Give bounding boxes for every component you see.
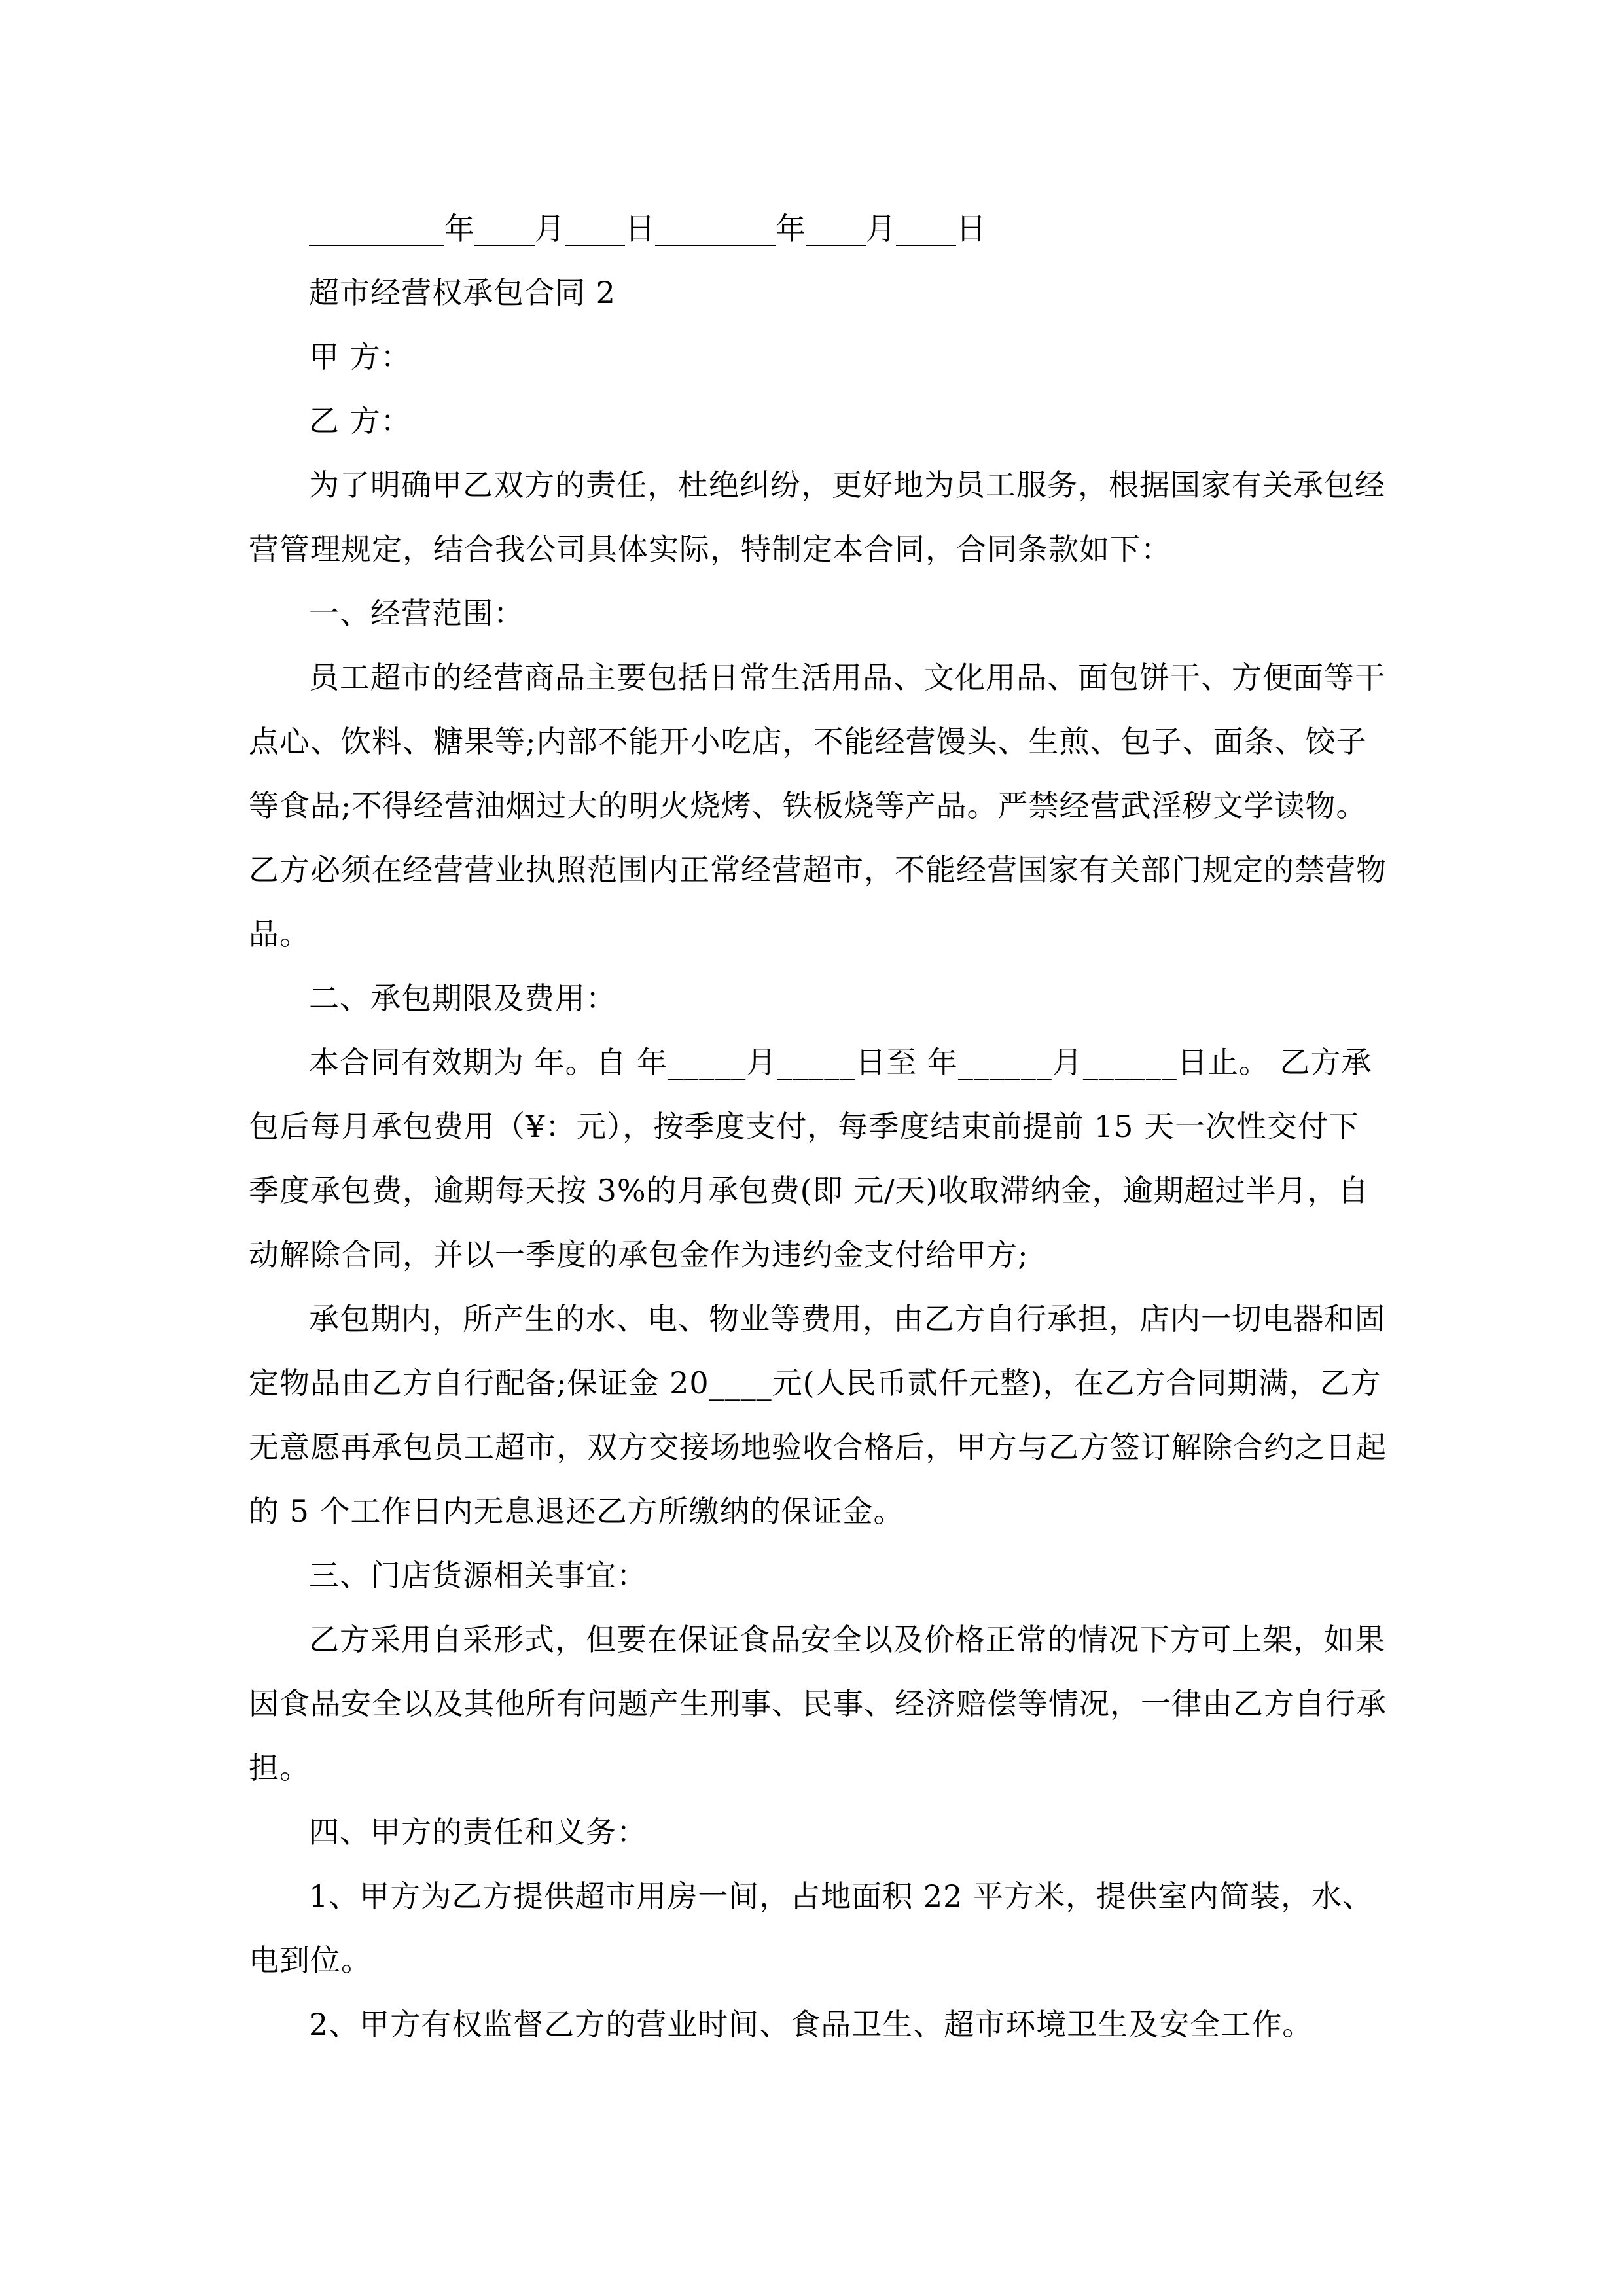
- section4-item-1: 1、甲方为乙方提供超市用房一间，占地面积 22 平方米，提供室内简装，水、电到位。: [249, 1878, 1374, 1978]
- signature-date-line: _________年____月____日________年____月____日: [309, 211, 986, 246]
- section2-heading: 二、承包期限及费用：: [309, 980, 616, 1016]
- section3-paragraph: 乙方采用自采形式，但要在保证食品安全以及价格正常的情况下方可上架，如果因食品安全以及其他所有问题产生刑事、民事、经济赔偿等情况，一律由乙方自行承担。: [249, 1622, 1387, 1785]
- section1-paragraph: 员工超市的经营商品主要包括日常生活用品、文化用品、面包饼干、方便面等干点心、饮料、糖果等;内部不能开小吃店，不能经营馒头、生煎、包子、面条、饺子等食品;不得经营油烟过大的明火烧烤、铁板烧等产品。严禁经营武淫秽文学读物。乙方必须在经营营业执照范围内正常经营超市，不能经营国家有关部门规定的禁营物品。: [249, 660, 1387, 952]
- section4-heading: 四、甲方的责任和义务：: [309, 1814, 647, 1850]
- party-b-label: 乙 方：: [309, 403, 412, 439]
- section3-heading: 三、门店货源相关事宜：: [309, 1558, 647, 1593]
- document-title: 超市经营权承包合同 2: [309, 275, 616, 310]
- party-a-label: 甲 方：: [309, 339, 412, 374]
- section4-item-2: 2、甲方有权监督乙方的营业时间、食品卫生、超市环境卫生及安全工作。: [309, 2007, 1313, 2042]
- section2-paragraph-2: 承包期内，所产生的水、电、物业等费用，由乙方自行承担，店内一切电器和固定物品由乙方自行配备;保证金 20____元(人民币贰仟元整)，在乙方合同期满，乙方无意愿再承包员工超市，双方交接场地验收合格后，甲方与乙方签订解除合约之日起的 5 个工作日内无息退还乙方所缴纳的保证金。: [249, 1301, 1387, 1529]
- section2-paragraph-1: 本合同有效期为 年。自 年_____月_____日至 年______月______日止。 乙方承包后每月承包费用（¥：元），按季度支付，每季度结束前提前 15 天一次性交付下季度承包费，逾期每天按 3%的月承包费(即 元/天)收取滞纳金，逾期超过半月，自动解除合同，并以一季度的承包金作为违约金支付给甲方;: [249, 1045, 1372, 1272]
- document-body: [249, 196, 1389, 2056]
- section1-heading: 一、经营范围：: [309, 596, 524, 631]
- intro-paragraph: 为了明确甲乙双方的责任，杜绝纠纷，更好地为员工服务，根据国家有关承包经营管理规定，结合我公司具体实际，特制定本合同，合同条款如下：: [249, 467, 1385, 567]
